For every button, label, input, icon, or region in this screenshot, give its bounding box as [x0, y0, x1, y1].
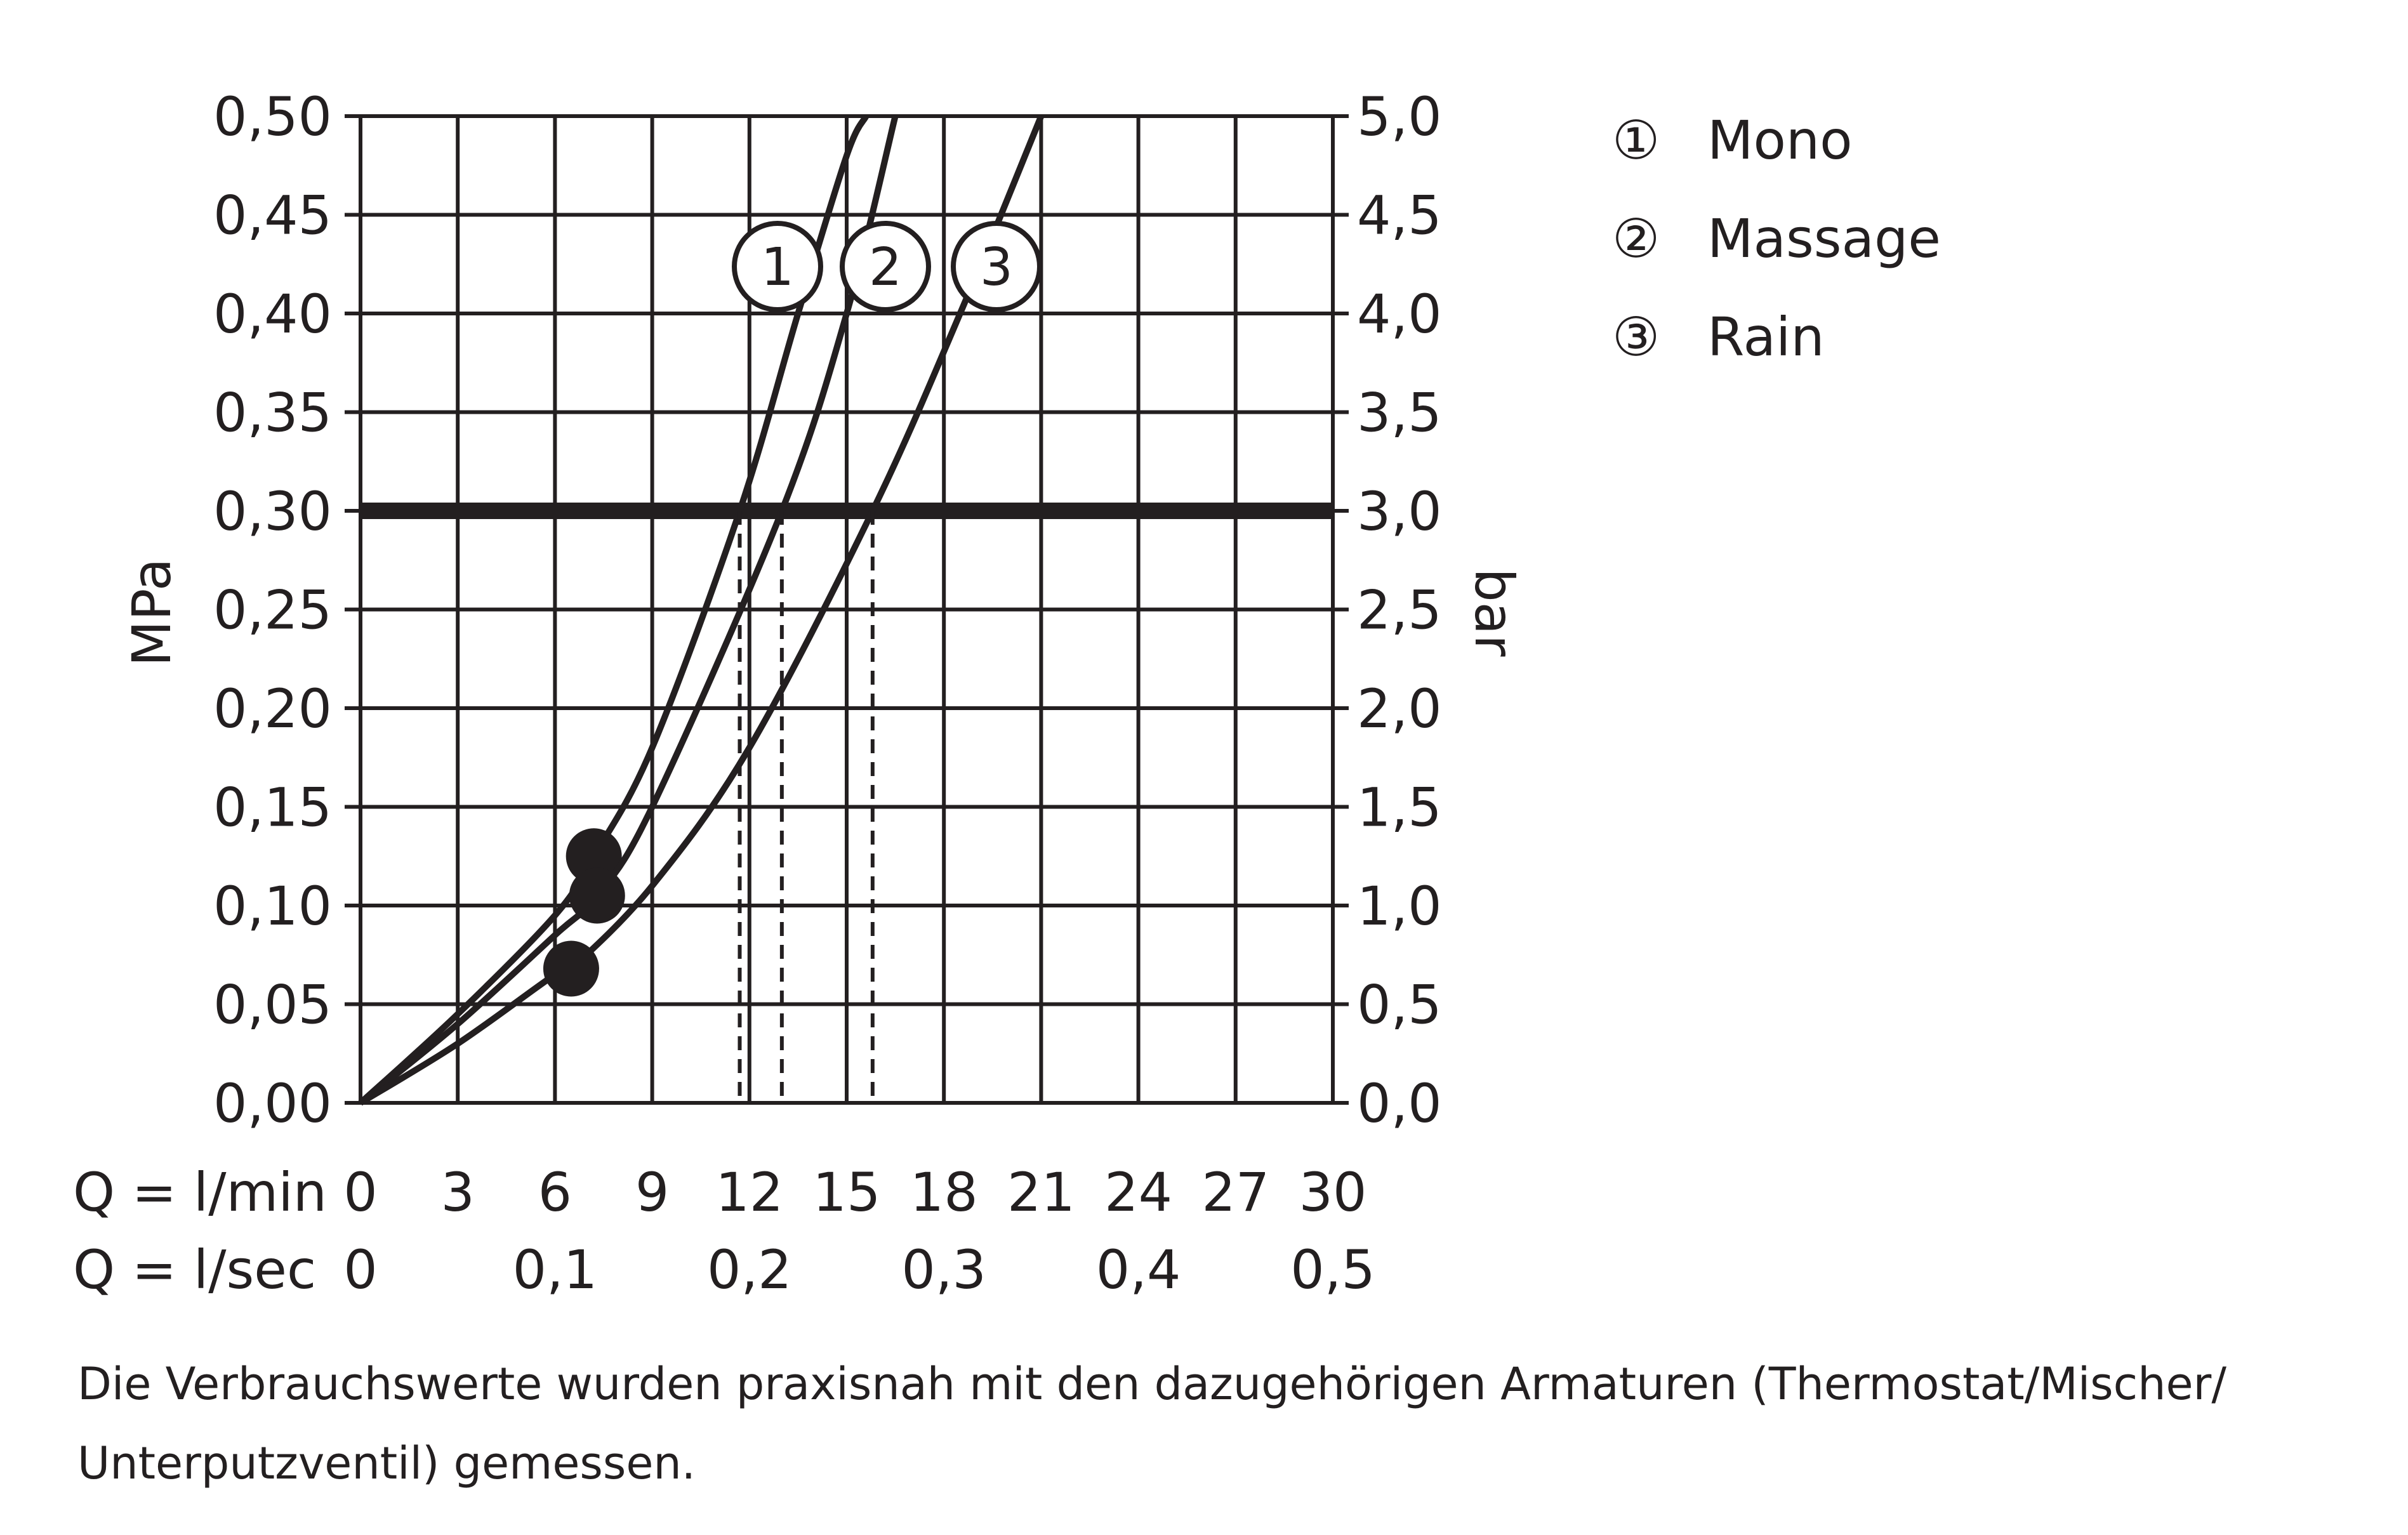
callout-1	[734, 223, 821, 310]
marker-massage	[569, 867, 625, 923]
callout-2-label: 2	[868, 237, 903, 298]
legend-label-mono: Mono	[1707, 109, 1853, 171]
y-axis-right-label: bar	[1463, 568, 1525, 657]
x-tick-row2-3: 0,3	[901, 1239, 986, 1301]
callout-2	[842, 223, 929, 310]
right-tick-1: 0,5	[1357, 973, 1442, 1036]
x-tick-row1-7: 21	[1007, 1161, 1075, 1223]
legend-label-rain: Rain	[1707, 306, 1825, 368]
callout-3	[953, 223, 1040, 310]
left-tick-7: 0,35	[213, 381, 332, 444]
x-row-prefix-lsec: Q = l/sec	[73, 1239, 317, 1301]
left-tick-10: 0,50	[213, 86, 332, 148]
x-tick-row1-2: 6	[538, 1161, 572, 1223]
x-tick-row1-0: 0	[343, 1161, 378, 1223]
legend-symbol-2: ②	[1612, 208, 1660, 270]
legend-symbol-1: ①	[1612, 109, 1660, 171]
right-tick-5: 2,5	[1357, 579, 1442, 642]
marker-rain	[543, 941, 599, 997]
legend	[1612, 109, 1941, 368]
x-tick-row1-1: 3	[440, 1161, 475, 1223]
right-tick-10: 5,0	[1357, 86, 1442, 148]
note-line-2: Unterputzventil) gemessen.	[77, 1437, 696, 1489]
left-tick-1: 0,05	[213, 973, 332, 1036]
x-tick-labels	[343, 1161, 1375, 1301]
right-tick-4: 2,0	[1357, 678, 1442, 740]
left-tick-6: 0,30	[213, 480, 332, 543]
x-tick-row1-6: 18	[910, 1161, 978, 1223]
x-tick-row1-4: 12	[715, 1161, 784, 1223]
x-tick-row1-10: 30	[1299, 1161, 1367, 1223]
legend-symbol-3: ③	[1612, 306, 1660, 368]
left-tick-8: 0,40	[213, 283, 332, 345]
y-axis-left-label: MPa	[121, 558, 183, 667]
left-tick-3: 0,15	[213, 776, 332, 839]
x-tick-row1-8: 24	[1104, 1161, 1173, 1223]
right-tick-9: 4,5	[1357, 184, 1442, 247]
right-tick-labels	[1357, 86, 1442, 1135]
left-tick-0: 0,00	[213, 1072, 332, 1135]
right-tick-8: 4,0	[1357, 283, 1442, 345]
x-tick-row1-9: 27	[1201, 1161, 1270, 1223]
left-tick-9: 0,45	[213, 184, 332, 247]
right-tick-7: 3,5	[1357, 381, 1442, 444]
callout-3-label: 3	[979, 237, 1014, 298]
callout-1-label: 1	[760, 237, 795, 298]
x-tick-row1-3: 9	[635, 1161, 670, 1223]
x-tick-row2-5: 0,5	[1290, 1239, 1375, 1301]
x-tick-row2-0: 0	[343, 1239, 378, 1301]
curve-callouts	[734, 223, 1040, 310]
right-tick-3: 1,5	[1357, 776, 1442, 839]
x-tick-row2-1: 0,1	[512, 1239, 598, 1301]
legend-label-massage: Massage	[1707, 208, 1941, 270]
right-tick-6: 3,0	[1357, 480, 1442, 543]
left-tick-5: 0,25	[213, 579, 332, 642]
left-tick-2: 0,10	[213, 875, 332, 937]
right-tick-2: 1,0	[1357, 875, 1442, 937]
note-line-1: Die Verbrauchswerte wurden praxisnah mit den dazugehörigen Armaturen (Thermostat/Mischer/	[77, 1358, 2226, 1410]
left-tick-labels	[213, 86, 332, 1135]
x-tick-row2-4: 0,4	[1095, 1239, 1181, 1301]
x-tick-row1-5: 15	[812, 1161, 881, 1223]
left-tick-4: 0,20	[213, 678, 332, 740]
right-tick-0: 0,0	[1357, 1072, 1442, 1135]
x-tick-row2-2: 0,2	[707, 1239, 792, 1301]
x-row-prefix-lmin: Q = l/min	[73, 1161, 327, 1223]
